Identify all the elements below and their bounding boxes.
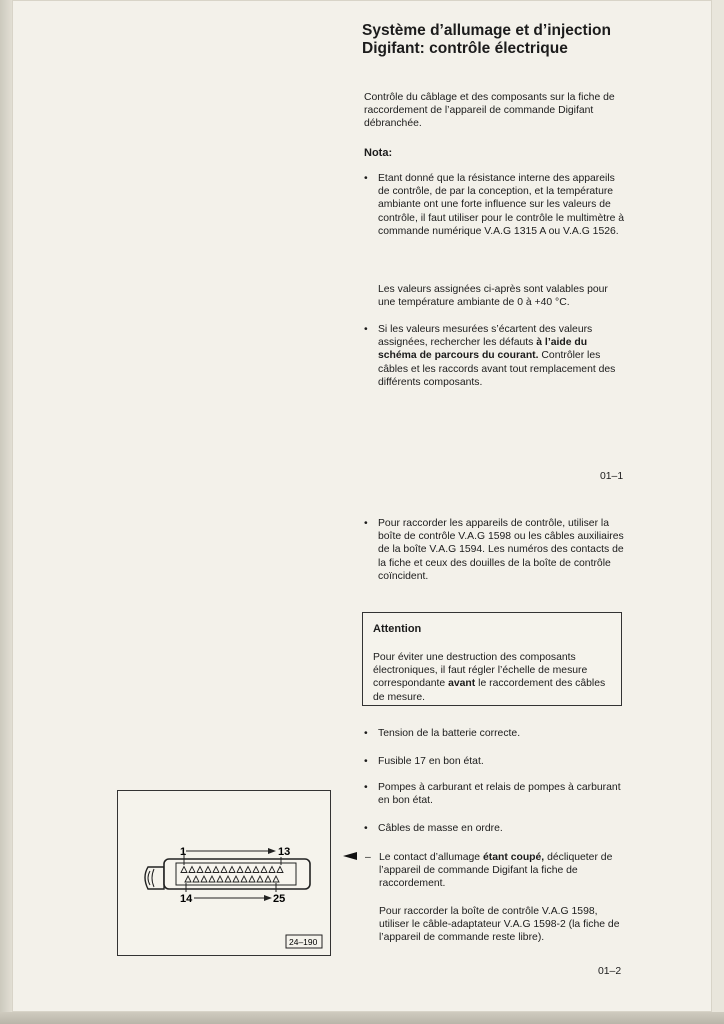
page-number-2: 01–2 xyxy=(598,966,622,977)
cable-line xyxy=(148,871,150,885)
attention-box xyxy=(362,612,622,706)
page-title: Système d’allumage et d’injection Digifant: contrôle électrique xyxy=(362,22,611,57)
check-text: Pompes à carburant et relais de pompes à carburant en bon état. xyxy=(378,782,621,807)
connector-diagram xyxy=(118,791,330,955)
intro-text: Contrôle du câblage et des composants sur la fiche de raccordement de l’appareil de commande Digifant débranchée. xyxy=(364,92,615,130)
check-text: Fusible 17 en bon état. xyxy=(378,756,484,767)
arrowhead-icon xyxy=(264,895,272,901)
page-number-1: 01–1 xyxy=(600,471,624,482)
pin-label-last-top: 13 xyxy=(278,846,291,858)
step-continuation: Pour raccorder la boîte de contrôle V.A.G 1598, utiliser le câble-adaptateur V.A.G 1598-2 (la fiche de l’appareil de commande reste libre). xyxy=(379,906,620,944)
bullet-glyph: • xyxy=(364,173,368,184)
pin-label-first-top: 1 xyxy=(180,846,187,858)
bullet-glyph: • xyxy=(364,782,368,793)
pin-label-last-bottom: 25 xyxy=(273,893,286,905)
page-bottom-edge xyxy=(0,1012,724,1024)
dash-glyph: – xyxy=(365,852,371,863)
bullet-continuation: Les valeurs assignées ci-après sont valables pour une température ambiante de 0 à +40 °C. xyxy=(378,284,608,309)
bold-emphasis: étant coupé, xyxy=(482,852,545,863)
bullet-text: Pour raccorder les appareils de contrôle, utiliser la boîte de contrôle V.A.G 1598 ou les câbles auxiliaires de la boîte V.A.G 1594. Les numéros des contacts de la fiche et ceux des douilles de la boîte de contrôle coïncident. xyxy=(378,518,624,582)
bullet-text: Etant donné que la résistance interne des appareils de contrôle, de par la conception, et la température ambiante ont une forte influence sur les valeurs de contrôle, il faut utiliser pour le contrôle le multimètre à commande numérique V.A.G 1315 A ou V.A.G 1526. xyxy=(378,173,625,237)
pin-label-first-bottom: 14 xyxy=(180,893,193,905)
step-text: Le contact d’allumage étant coupé, décliqueter de l’appareil de commande Digifant la fiche de raccordement. xyxy=(379,852,613,890)
bullet-glyph: • xyxy=(364,324,368,335)
bullet-text: Si les valeurs mesurées s’écartent des valeurs assignées, rechercher les défauts à l’aide du schéma de parcours du courant. Contrôler les câbles et les raccords avant tout remplacement des différents composants. xyxy=(378,324,616,388)
attention-heading: Attention xyxy=(373,623,422,635)
attention-text: Pour éviter une destruction des composants électroniques, il faut régler l’échelle de mesure correspondante avant le raccordement des câbles de mesure. xyxy=(373,652,606,703)
page-left-edge xyxy=(0,0,12,1024)
cable-line xyxy=(152,869,154,887)
nota-label: Nota: xyxy=(364,147,393,159)
bullet-glyph: • xyxy=(364,518,368,529)
bold-emphasis: à l’aide du schéma de parcours du courant. xyxy=(378,337,588,362)
connector-figure xyxy=(117,790,331,956)
check-text: Tension de la batterie correcte. xyxy=(378,728,521,739)
bullet-glyph: • xyxy=(364,823,368,834)
figure-ref: 24–190 xyxy=(289,937,318,947)
pointer-arrow-icon xyxy=(343,852,357,860)
check-text: Câbles de masse en ordre. xyxy=(378,823,503,834)
arrowhead-icon xyxy=(268,848,276,854)
bold-emphasis: avant xyxy=(448,678,476,690)
bullet-glyph: • xyxy=(364,728,368,739)
bullet-glyph: • xyxy=(364,756,368,767)
